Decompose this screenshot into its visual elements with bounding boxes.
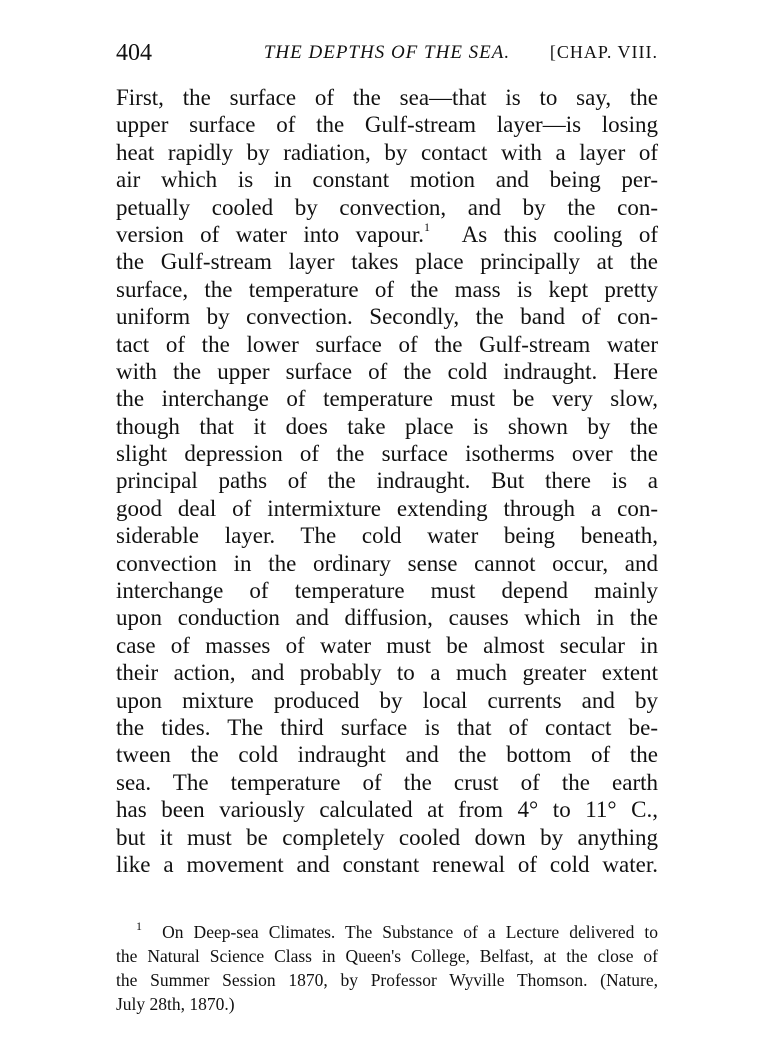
footnote-line: the Natural Science Class in Queen's College, Belfast, at the close of (116, 946, 658, 966)
text-line: the tides. The third surface is that of contact be- (116, 714, 658, 740)
text-line: heat rapidly by radiation, by contact with a layer of (116, 139, 658, 165)
text-line: tact of the lower surface of the Gulf-stream water (116, 331, 658, 357)
text-fragment: On Deep-sea Climates. The Substance of a Lecture delivered to (162, 922, 658, 942)
footnote-line: July 28th, 1870.) (116, 994, 235, 1014)
text-line: slight depression of the surface isotherms over the (116, 441, 658, 467)
text-line: interchange of temperature must depend mainly (116, 578, 658, 604)
text-line: has been variously calculated at from 4° to 11° C., (116, 797, 658, 823)
text-line: siderable layer. The cold water being beneath, (116, 523, 658, 549)
footnote-line (116, 920, 658, 944)
text-line: First, the surface of the sea—that is to say, the (116, 85, 658, 110)
text-line: like a movement and constant renewal of cold water. (116, 851, 658, 877)
page-number: 404 (116, 40, 152, 66)
text-line: but it must be completely cooled down by anything (116, 824, 658, 850)
footnote (116, 920, 658, 1016)
text-line: the Gulf-stream layer takes place principally at the (116, 249, 658, 275)
body-paragraph (116, 84, 658, 878)
text-line: upper surface of the Gulf-stream layer—is losing (116, 112, 658, 138)
text-line: the interchange of temperature must be very slow, (116, 386, 658, 412)
footnote-marker: 1 (136, 919, 142, 933)
text-line: with the upper surface of the cold indraught. Here (116, 358, 658, 384)
chapter-reference: [CHAP. VIII. (549, 42, 658, 62)
text-line: upon mixture produced by local currents and by (116, 687, 658, 713)
text-line: though that it does take place is shown by the (116, 413, 658, 439)
text-line: tween the cold indraught and the bottom of the (116, 742, 658, 768)
text-line: petually cooled by convection, and by the con- (116, 194, 658, 220)
footnote-line: the Summer Session 1870, by Professor Wyville Thomson. (Nature, (116, 970, 658, 990)
text-line: good deal of intermixture extending through a con- (116, 495, 658, 521)
text-line: case of masses of water must be almost secular in (116, 632, 658, 658)
text-line: upon conduction and diffusion, causes which in the (116, 605, 658, 631)
text-line: convection in the ordinary sense cannot occur, and (116, 550, 658, 576)
text-line: sea. The temperature of the crust of the earth (116, 769, 658, 795)
text-line: uniform by convection. Secondly, the band of con- (116, 304, 658, 330)
text-line-with-footnote (116, 221, 658, 248)
page-header (116, 40, 658, 70)
text-line: surface, the temperature of the mass is kept pretty (116, 276, 658, 302)
footnote-reference: 1 (423, 219, 430, 234)
text-line: air which is in constant motion and being per- (116, 167, 658, 193)
text-fragment: version of water into vapour. (116, 221, 424, 247)
text-line: their action, and probably to a much greater extent (116, 660, 658, 686)
running-title: THE DEPTHS OF THE SEA. (263, 42, 511, 63)
text-line: principal paths of the indraught. But there is a (116, 468, 658, 494)
text-fragment: As this cooling of (461, 221, 659, 247)
